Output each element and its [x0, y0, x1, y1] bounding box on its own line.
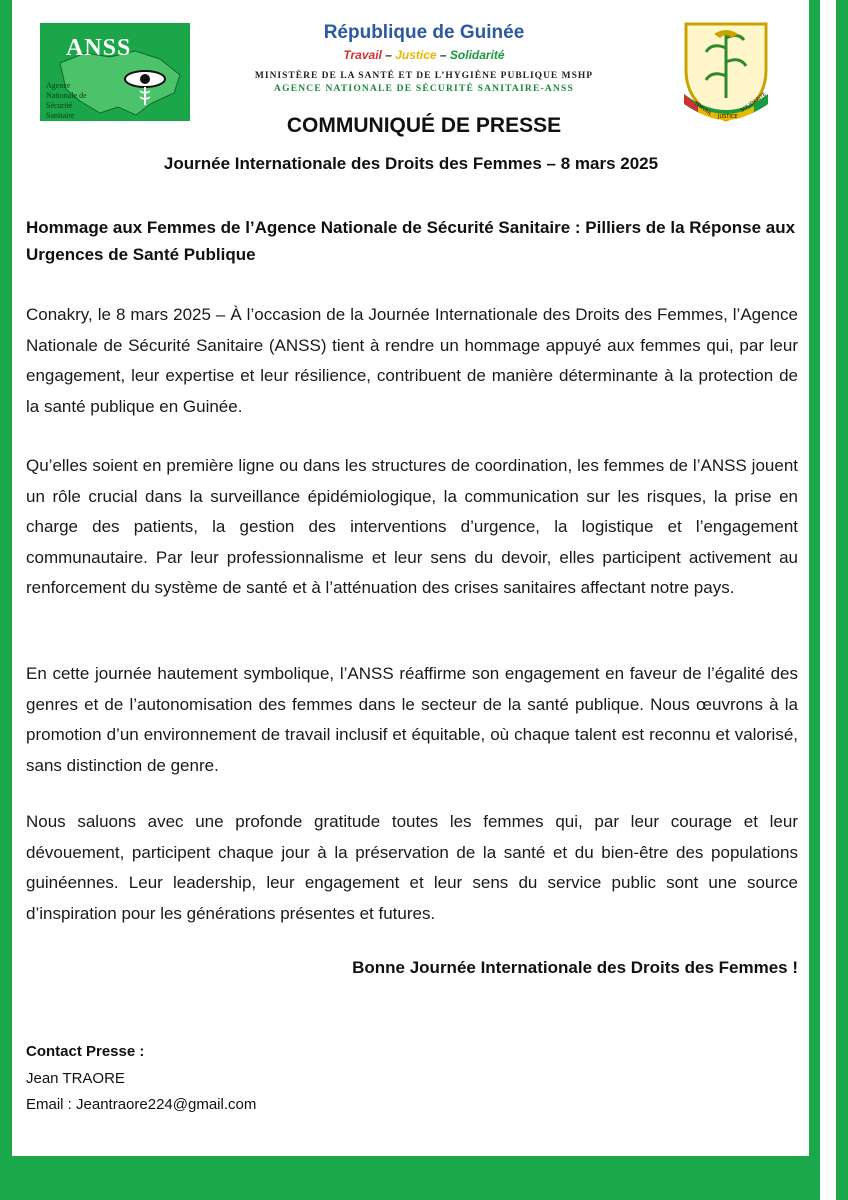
anss-sub-line: Sécurité: [46, 101, 73, 110]
coat-banner-right: SOLIDARITÉ: [739, 91, 768, 114]
ministry-name: MINISTÈRE DE LA SANTÉ ET DE L’HYGIÈNE PUBLIQUE MSHP: [254, 71, 594, 81]
page-edge: [820, 0, 836, 1200]
closing-line: Bonne Journée Internationale des Droits des Femmes !: [352, 958, 798, 977]
agency-name: AGENCE NATIONALE DE SÉCURITÉ SANITAIRE-ANSS: [274, 84, 574, 94]
motto-solidarite: Solidarité: [449, 48, 505, 62]
motto-travail: Travail: [343, 48, 382, 62]
anss-sub-line: Nationale de: [46, 91, 87, 100]
paragraph: Qu’elles soient en première ligne ou dans les structures de coordination, les femmes de l’ANSS jouent un rôle crucial dans la surveillance épidémiologique, la communication sur les risques, la prise en charge des patients, la gestion des interventions d’urgence, la logistique et l’engagement communautaire. Par leur professionnalisme et leur sens du devoir, elles participent activement au renforcement du système de santé et à l’atténuation des crises sanitaires affectant notre pays.: [26, 456, 798, 597]
paragraph: Conakry, le 8 mars 2025 – À l’occasion de la Journée Internationale des Droits des Femmes, l’Agence Nationale de Sécurité Sanitaire (ANSS) tient à rendre un hommage appuyé aux femmes qui, par leur engagement, leur expertise et leur résilience, contribuent de manière déterminante à la protection de la santé publique en Guinée.: [26, 305, 798, 416]
coat-of-arms-icon: [676, 18, 776, 126]
page-title: COMMUNIQUÉ DE PRESSE: [286, 114, 562, 137]
contact-label: Contact Presse :: [26, 1043, 145, 1060]
coat-banner-mid: JUSTICE: [718, 114, 738, 120]
contact-email: Email : Jeantraore224@gmail.com: [26, 1096, 257, 1113]
motto-separator: –: [381, 48, 396, 62]
green-border-bottom: [0, 1156, 848, 1200]
contact-name: Jean TRAORE: [26, 1070, 125, 1087]
headline: Hommage aux Femmes de l’Agence Nationale de Sécurité Sanitaire : Pilliers de la Réponse aux Urgences de Santé Publique: [26, 218, 796, 264]
motto-justice: Justice: [395, 48, 437, 62]
paragraph: Nous saluons avec une profonde gratitude toutes les femmes qui, par leur courage et leur dévouement, participent chaque jour à la préservation de la santé et du bien-être des populations guinéennes. Leur leadership, leur engagement et leur sens du service public sont une source d’inspiration pour les générations présentes et futures.: [26, 812, 798, 923]
paragraph: En cette journée hautement symbolique, l’ANSS réaffirme son engagement en faveur de l’égalité des genres et de l’autonomisation des femmes dans le secteur de la santé publique. Nous œuvrons à la promotion d’un environnement de travail inclusif et équitable, où chaque talent est reconnu et valorisé, sans distinction de genre.: [26, 664, 798, 775]
anss-acronym: ANSS: [66, 35, 132, 61]
anss-sub-line: Agence: [46, 81, 71, 90]
coat-banner-left: TRAVAIL: [692, 100, 713, 118]
motto-separator: –: [436, 48, 450, 62]
page-subtitle: Journée Internationale des Droits des Femmes – 8 mars 2025: [163, 154, 659, 173]
anss-sub-line: Sanitaire: [46, 111, 75, 120]
republic-title: République de Guinée: [323, 22, 525, 43]
